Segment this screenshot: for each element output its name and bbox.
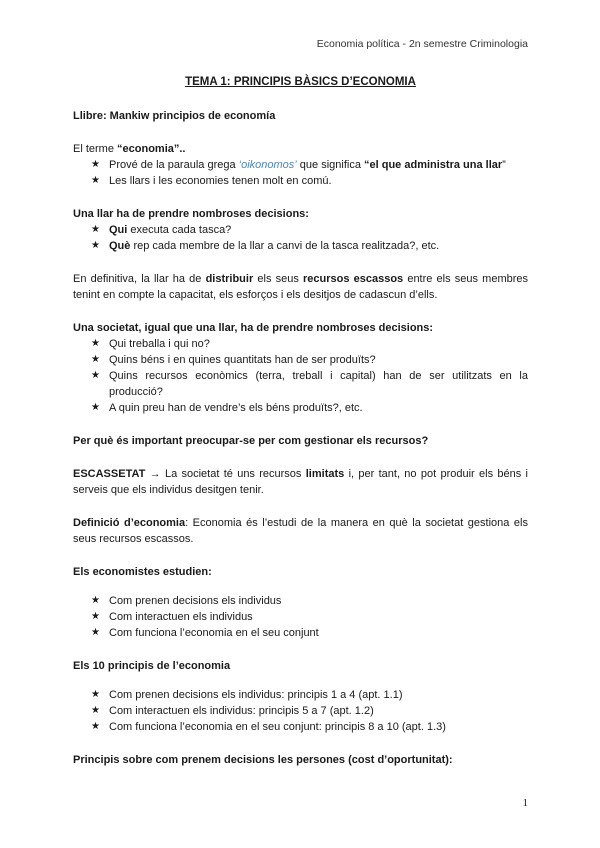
book-reference: Llibre: Mankiw principios de economía [73, 110, 276, 122]
star-bullet-icon: ★ [91, 611, 100, 622]
star-bullet-icon: ★ [91, 402, 100, 413]
list-item: ★ Què rep cada membre de la llar a canvi de la tasca realitzada?, etc. [91, 240, 440, 252]
economists-list [73, 593, 528, 641]
list-item: ★ Com interactuen els individus: principis 5 a 7 (apt. 1.2) [91, 705, 374, 717]
resources-heading: Per què és important preocupar-se per com gestionar els recursos? [73, 435, 429, 447]
economy-term-list [73, 157, 528, 189]
economy-term-intro: El terme “economia”.. [73, 143, 186, 155]
list-item: ★ Com funciona l’economia en el seu conjunt [91, 627, 319, 639]
list-item: ★ Les llars i les economies tenen molt en comú. [91, 175, 332, 187]
star-bullet-icon: ★ [91, 354, 100, 365]
society-heading: Una societat, igual que una llar, ha de prendre nombroses decisions: [73, 322, 434, 334]
star-bullet-icon: ★ [91, 224, 100, 235]
list-item: ★ Com prenen decisions els individus [91, 595, 282, 607]
decisions-heading: Principis sobre com prenem decisions les persones (cost d’oportunitat): [73, 754, 453, 766]
star-bullet-icon: ★ [91, 240, 100, 251]
distribution-paragraph: En definitiva, la llar ha de distribuir els seus recursos escassos entre els seus membres tenint en compte la capacitat, els esforços i els desitjos de cadascun d’ells. [73, 273, 529, 301]
page-title: TEMA 1: PRINCIPIS BÀSICS D’ECONOMIA [185, 76, 416, 88]
list-item: ★ Prové de la paraula grega ‘oikonomos’ que significa “el que administra una llar” [91, 159, 506, 171]
list-item: ★ Qui executa cada tasca? [91, 224, 232, 236]
star-bullet-icon: ★ [91, 338, 100, 349]
list-item: ★ Quins recursos econòmics (terra, treball i capital) han de ser utilitzats en la producció? [91, 370, 528, 398]
list-item: ★ Com funciona l’economia en el seu conjunt: principis 8 a 10 (apt. 1.3) [91, 721, 446, 733]
society-list [73, 336, 528, 416]
page-header: Economia política - 2n semestre Criminologia [316, 38, 528, 50]
household-heading: Una llar ha de prendre nombroses decisions: [73, 208, 309, 220]
page-number: 1 [522, 797, 528, 809]
list-item: ★ Quins béns i en quines quantitats han de ser produïts? [91, 354, 376, 366]
economy-definition-paragraph: Definició d’economia: Economia és l’estudi de la manera en què la societat gestiona els seus recursos escassos. [73, 517, 528, 545]
scarcity-paragraph: ESCASSETAT → La societat té uns recursos limitats i, per tant, no pot produir els béns i serveis que els individus desitgen tenir. [73, 468, 528, 496]
star-bullet-icon: ★ [91, 370, 100, 381]
principles-list [73, 687, 528, 735]
star-bullet-icon: ★ [91, 721, 100, 732]
economists-heading: Els economistes estudien: [73, 566, 212, 578]
star-bullet-icon: ★ [91, 705, 100, 716]
star-bullet-icon: ★ [91, 627, 100, 638]
list-item: ★ Com prenen decisions els individus: principis 1 a 4 (apt. 1.1) [91, 689, 403, 701]
principles-heading: Els 10 principis de l’economia [73, 660, 231, 672]
star-bullet-icon: ★ [91, 175, 100, 186]
star-bullet-icon: ★ [91, 595, 100, 606]
list-item: ★ Com interactuen els individus [91, 611, 253, 623]
list-item: ★ A quin preu han de vendre’s els béns produïts?, etc. [91, 402, 363, 414]
star-bullet-icon: ★ [91, 689, 100, 700]
document-body [73, 74, 528, 768]
list-item: ★ Qui treballa i qui no? [91, 338, 210, 350]
star-bullet-icon: ★ [91, 159, 100, 170]
household-list [73, 222, 528, 254]
